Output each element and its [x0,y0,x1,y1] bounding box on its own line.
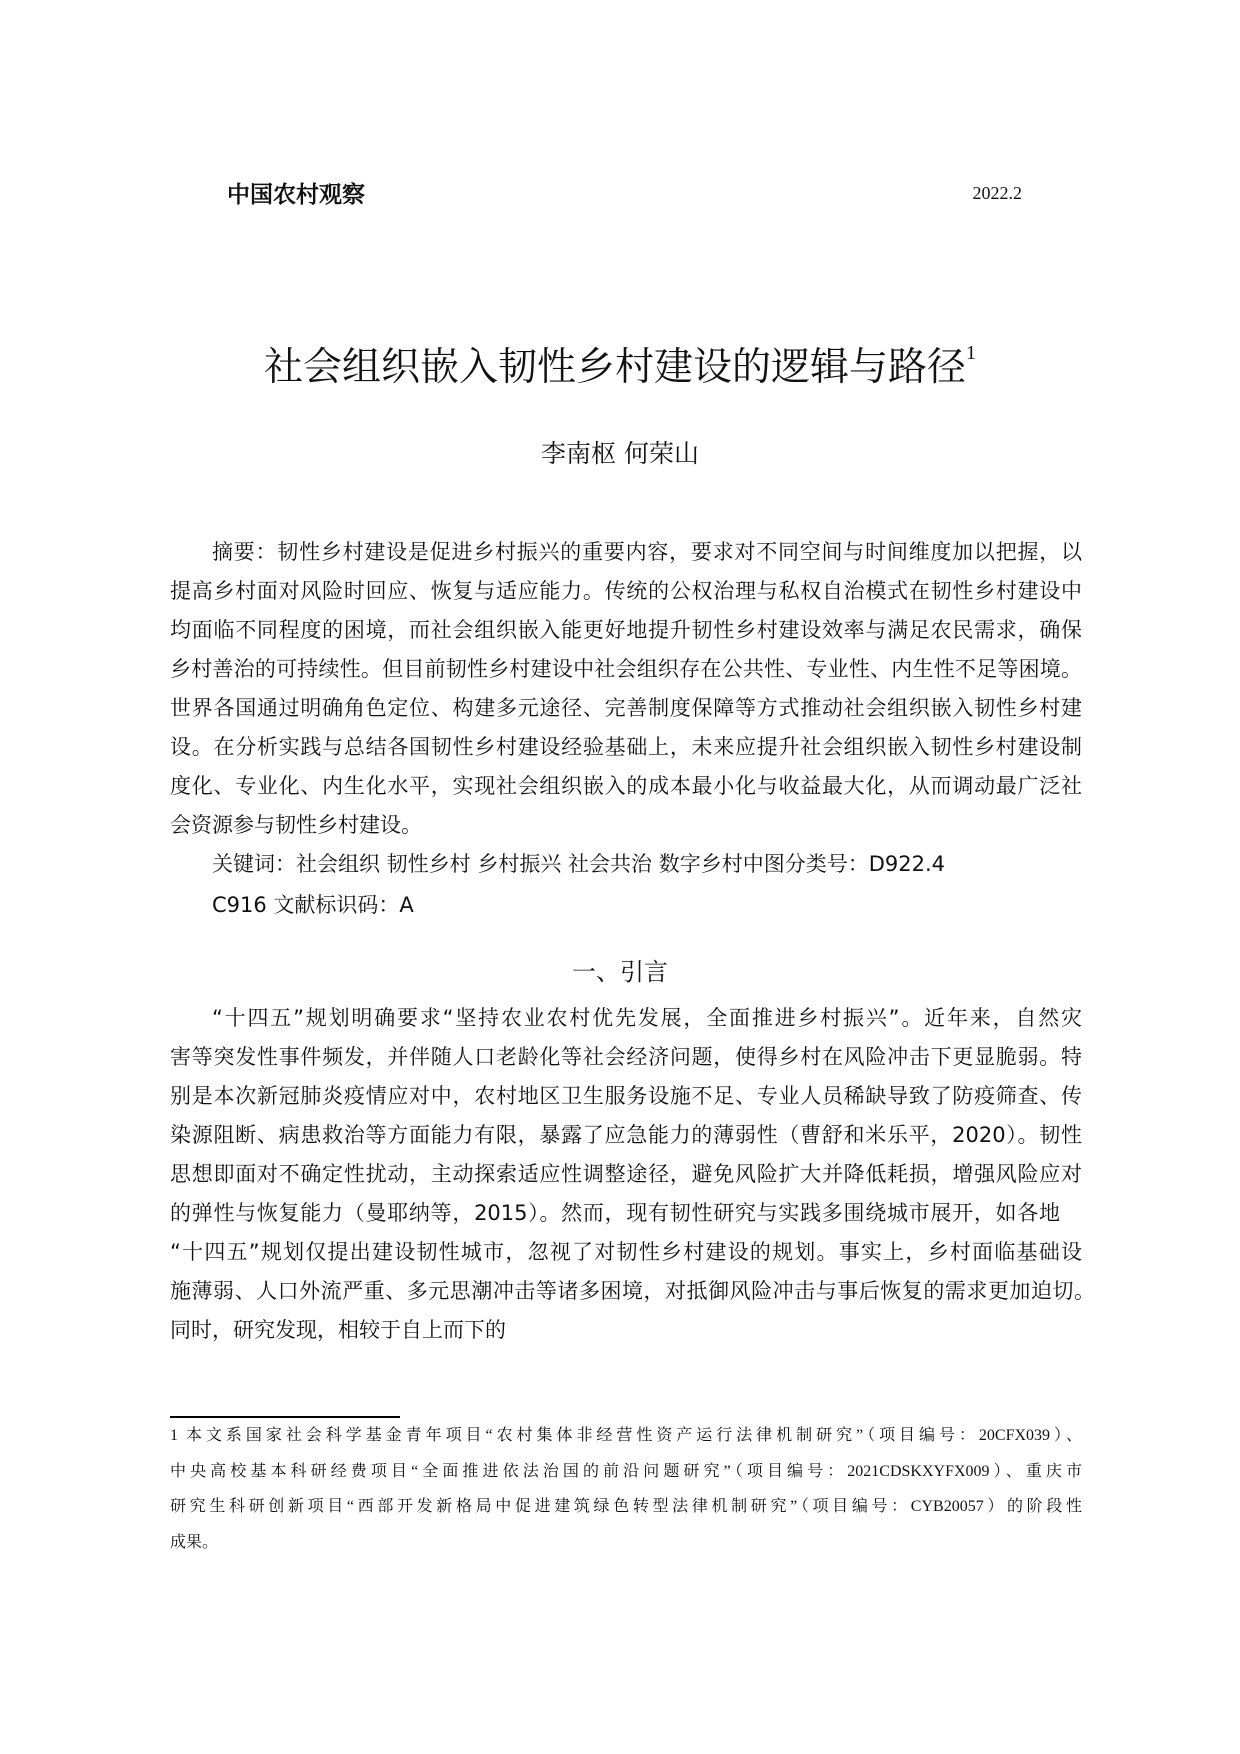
abstract-line: 世界各国通过明确角色定位、构建多元途径、完善制度保障等方式推动社会组织嵌入韧性乡村建 [170,696,1082,720]
authors: 李南枢 何荣山 [541,439,699,468]
footnote-divider [170,1416,400,1418]
abstract-line: 会资源参与韧性乡村建设。 [170,813,422,837]
footnote-line: 1 本文系国家社会科学基金青年项目“农村集体非经营性资产运行法律机制研究”（项目编号：20CFX039）、 [170,1427,1082,1444]
body-line: 思想即面对不确定性扰动，主动探索适应性调整途径，避免风险扩大并降低耗损，增强风险应对 [170,1162,1082,1186]
body-line: 的弹性与恢复能力（曼耶纳等，2015）。然而，现有韧性研究与实践多围绕城市展开，如各地 [170,1201,1060,1225]
abstract-line: 乡村善治的可持续性。但目前韧性乡村建设中社会组织存在公共性、专业性、内生性不足等困境。 [170,657,1082,681]
journal-logo: 中国农村观察 [227,182,365,208]
body-line: 染源阻断、病患救治等方面能力有限，暴露了应急能力的薄弱性（曹舒和米乐平，2020）。韧性 [170,1123,1082,1147]
abstract-line: 度化、专业化、内生化水平，实现社会组织嵌入的成本最小化与收益最大化，从而调动最广泛社 [170,774,1082,798]
body-line: 同时，研究发现，相较于自上而下的 [170,1318,506,1342]
body-line: “十四五”规划明确要求“坚持农业农村优先发展，全面推进乡村振兴”。近年来，自然灾 [212,1006,1082,1030]
issue-number: 2022.2 [972,183,1022,203]
section-heading: 一、引言 [572,958,668,986]
classification-line: C916 文献标识码：A [212,893,414,917]
title-footnote-mark: 1 [966,342,976,364]
body-line: “十四五”规划仅提出建设韧性城市，忽视了对韧性乡村建设的规划。事实上，乡村面临基础设 [170,1240,1082,1264]
abstract-line: 摘要：韧性乡村建设是促进乡村振兴的重要内容，要求对不同空间与时间维度加以把握，以 [212,540,1082,564]
abstract-line: 提高乡村面对风险时回应、恢复与适应能力。传统的公权治理与私权自治模式在韧性乡村建设中 [170,579,1082,603]
abstract-line: 均面临不同程度的困境，而社会组织嵌入能更好地提升韧性乡村建设效率与满足农民需求，确保 [170,618,1082,642]
article-title [0,336,1240,392]
abstract-line: 设。在分析实践与总结各国韧性乡村建设经验基础上，未来应提升社会组织嵌入韧性乡村建设制 [170,735,1082,759]
body-line: 别是本次新冠肺炎疫情应对中，农村地区卫生服务设施不足、专业人员稀缺导致了防疫筛查、传 [170,1084,1082,1108]
keywords-line: 关键词：社会组织 韧性乡村 乡村振兴 社会共治 数字乡村中图分类号：D922.4 [212,852,945,876]
body-line: 害等突发性事件频发，并伴随人口老龄化等社会经济问题，使得乡村在风险冲击下更显脆弱。特 [170,1045,1082,1069]
footnote-line: 中央高校基本科研经费项目“全面推进依法治国的前沿问题研究”（项目编号：2021CDSKXYFX009）、重庆市 [170,1463,1082,1480]
footnote-line: 成果。 [170,1534,219,1551]
footnote-line: 研究生科研创新项目“西部开发新格局中促进建筑绿色转型法律机制研究”（项目编号：CYB20057）的阶段性 [170,1498,1082,1515]
body-line: 施薄弱、人口外流严重、多元思潮冲击等诸多困境，对抵御风险冲击与事后恢复的需求更加迫切。 [170,1279,1095,1303]
title-text: 社会组织嵌入韧性乡村建设的逻辑与路径 [263,345,966,390]
